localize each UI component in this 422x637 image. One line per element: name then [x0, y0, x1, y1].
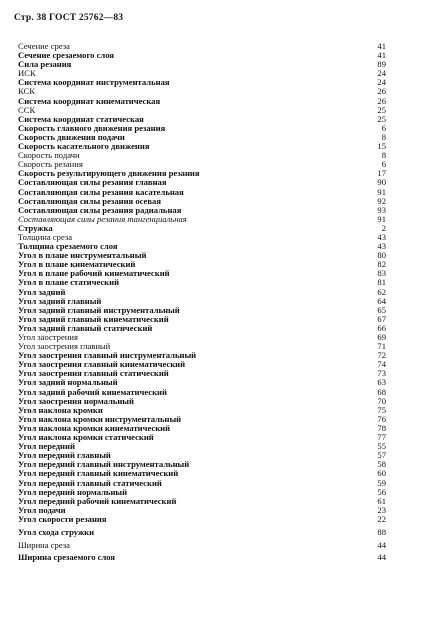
index-page-number: 64 [377, 295, 386, 306]
index-page-number: 68 [377, 386, 386, 397]
index-term: Угол подачи [18, 504, 66, 515]
index-page-number: 15 [377, 141, 386, 152]
index-page-number: 93 [377, 204, 386, 215]
index-term: Угол передний рабочий кинематический [18, 495, 177, 506]
index-term: КСК [18, 86, 35, 97]
index-term: Угол передний нормальный [18, 486, 128, 497]
index-term: Угол задний рабочий кинематический [18, 386, 167, 397]
index-term: ССК [18, 104, 36, 115]
index-page-number: 83 [377, 268, 386, 279]
index-term: Угол заострения [18, 332, 78, 342]
index-term: Скорость главного движения резания [18, 122, 166, 133]
index-term: Угол заострения главный статический [18, 368, 169, 379]
index-page-number: 69 [377, 332, 386, 342]
index-page-number: 76 [377, 413, 386, 424]
index-entry [18, 51, 386, 60]
index-page-number: 26 [377, 95, 386, 106]
index-page-number: 74 [377, 359, 386, 370]
index-page-number: 41 [377, 41, 386, 51]
index-page-number: 91 [377, 213, 386, 224]
index-entry [18, 215, 386, 224]
index-page-number: 25 [377, 104, 386, 115]
index-term: Скорость касательного движения [18, 141, 150, 152]
index-page-number: 65 [377, 304, 386, 315]
index-page-number: 24 [377, 68, 386, 79]
index-term: ИСК [18, 68, 36, 79]
index-term: Система координат статическая [18, 113, 144, 124]
index-page-number: 80 [377, 250, 386, 261]
index-term: Ширина срезаемого слоя [18, 552, 116, 563]
index-entry [18, 97, 386, 106]
index-term: Стружка [18, 222, 53, 233]
index-term: Система координат кинематическая [18, 95, 161, 106]
index-term: Сила резания [18, 59, 72, 70]
index-page-number: 24 [377, 77, 386, 88]
index-page-number: 22 [377, 513, 386, 524]
index-term: Скорость подачи [18, 150, 80, 161]
index-term: Скорость движения подачи [18, 131, 125, 142]
index-term: Угол заострения нормальный [18, 395, 134, 406]
index-entry [18, 528, 386, 537]
index-page-number: 71 [377, 341, 386, 352]
index-term: Угол наклона кромки статический [18, 432, 154, 443]
index-page-number: 6 [381, 122, 386, 133]
index-entry [18, 541, 386, 550]
index-page-number: 43 [377, 231, 386, 242]
index-term: Толщина срезаемого слоя [18, 241, 118, 252]
index-term: Угол в плане инструментальный [18, 250, 147, 261]
index-term: Угол задний главный кинематический [18, 313, 169, 324]
index-page-number: 41 [377, 50, 386, 61]
index-term: Составляющая силы резания радиальная [18, 204, 182, 215]
index-term: Угол заострения главный инструментальный [18, 350, 197, 361]
index-term: Угол наклона кромки инструментальный [18, 413, 182, 424]
index-page-number: 58 [377, 459, 386, 470]
index-term: Угол в плане кинематический [18, 259, 136, 270]
index-page-number: 90 [377, 177, 386, 188]
index-term: Угол скорости резания [18, 513, 107, 524]
index-page-number: 57 [377, 450, 386, 461]
index-page-number: 72 [377, 350, 386, 361]
index-page-number: 78 [377, 422, 386, 433]
index-page-number: 8 [381, 150, 386, 161]
index-page-number: 55 [377, 441, 386, 452]
index-page-number: 8 [381, 131, 386, 142]
term-index-list [18, 42, 386, 562]
index-page-number: 63 [377, 377, 386, 388]
index-term: Толщина среза [18, 231, 73, 242]
index-term: Скорость результирующего движения резания [18, 168, 200, 179]
index-term: Система координат инструментальная [18, 77, 170, 88]
index-term: Составляющая силы резания тангенциальная [18, 213, 187, 224]
index-page-number: 70 [377, 395, 386, 406]
index-term: Угол заострения главный кинематический [18, 359, 186, 370]
index-entry [18, 553, 386, 562]
index-page-number: 77 [377, 432, 386, 443]
index-term: Ширина среза [18, 540, 70, 551]
index-entry [18, 278, 386, 287]
index-page-number: 43 [377, 241, 386, 252]
index-term: Сечение среза [18, 41, 70, 51]
index-page-number: 17 [377, 168, 386, 179]
index-page-number: 88 [377, 526, 386, 537]
index-term: Составляющая силы резания осевая [18, 195, 161, 206]
index-term: Сечение срезаемого слоя [18, 50, 114, 61]
index-page-number: 61 [377, 495, 386, 506]
index-term: Составляющая силы резания главная [18, 177, 167, 188]
index-page-number: 44 [377, 540, 386, 551]
index-entry [18, 497, 386, 506]
index-term: Скорость резания [18, 159, 83, 170]
index-term: Угол передний главный кинематический [18, 468, 179, 479]
index-page-number: 62 [377, 286, 386, 297]
index-page-number: 89 [377, 59, 386, 70]
index-term: Угол наклона кромки [18, 404, 103, 415]
index-entry [18, 515, 386, 524]
index-page-number: 44 [377, 552, 386, 563]
index-term: Составляющая силы резания касательная [18, 186, 184, 197]
index-term: Угол в плане статический [18, 277, 120, 288]
index-page-number: 23 [377, 504, 386, 515]
index-term: Угол задний главный инструментальный [18, 304, 180, 315]
index-term: Угол схода стружки [18, 526, 95, 537]
index-term: Угол задний главный [18, 295, 102, 306]
index-page-number: 66 [377, 322, 386, 333]
index-page-number: 91 [377, 186, 386, 197]
index-page-number: 26 [377, 86, 386, 97]
index-page-number: 59 [377, 477, 386, 488]
index-term: Угол задний [18, 286, 66, 297]
index-page-number: 92 [377, 195, 386, 206]
index-term: Угол задний главный статический [18, 322, 153, 333]
index-term: Угол передний главный инструментальный [18, 459, 190, 470]
index-term: Угол передний [18, 441, 75, 452]
index-page-number: 73 [377, 368, 386, 379]
index-page-number: 56 [377, 486, 386, 497]
index-page-number: 82 [377, 259, 386, 270]
index-page-number: 6 [381, 159, 386, 170]
index-term: Угол передний главный статический [18, 477, 162, 488]
index-entry [18, 60, 386, 69]
index-page-number: 75 [377, 404, 386, 415]
index-page-number: 25 [377, 113, 386, 124]
page-header: Стр. 38 ГОСТ 25762—83 [14, 13, 124, 23]
index-entry [18, 78, 386, 87]
index-entry [18, 224, 386, 233]
index-page-number: 81 [377, 277, 386, 288]
index-term: Угол передний главный [18, 450, 111, 461]
index-page-number: 60 [377, 468, 386, 479]
index-page-number: 67 [377, 313, 386, 324]
index-term: Угол наклона кромки кинематический [18, 422, 171, 433]
index-term: Угол задний нормальный [18, 377, 118, 388]
index-term: Угол заострения главный [18, 341, 111, 352]
index-page-number: 2 [381, 222, 386, 233]
index-term: Угол в плане рабочий кинематический [18, 268, 170, 279]
